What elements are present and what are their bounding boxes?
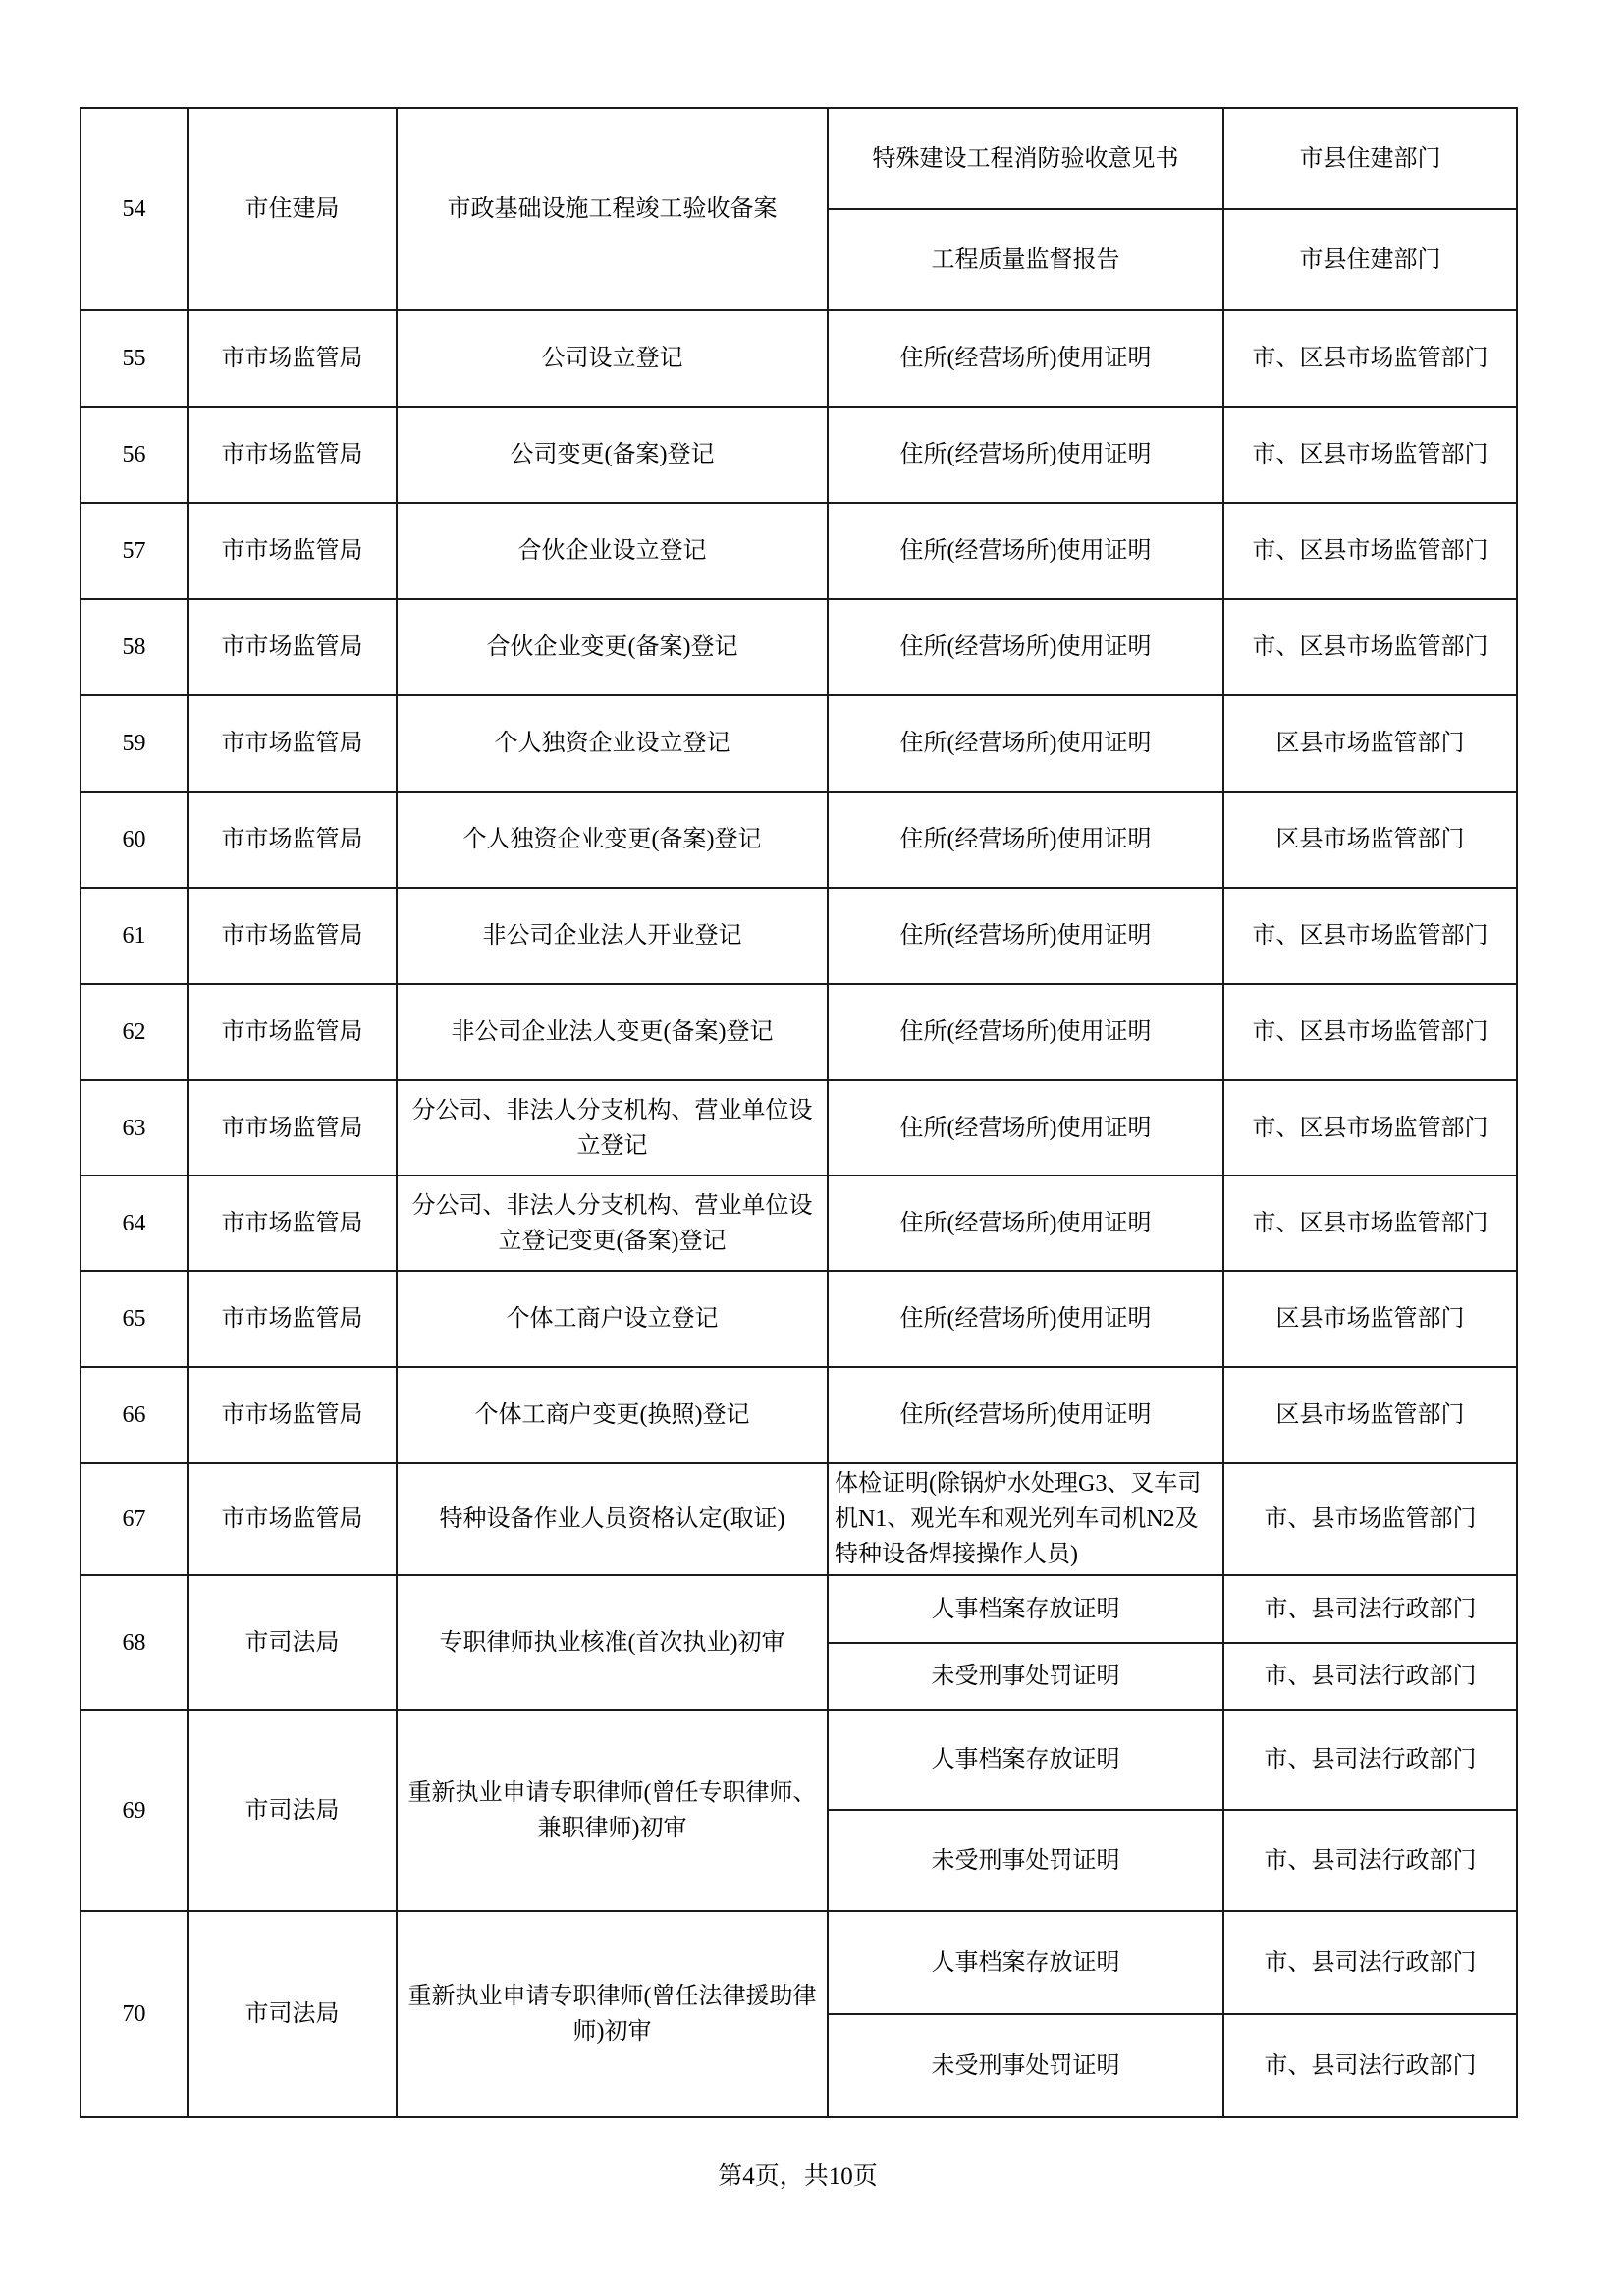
- cell-no: 58: [81, 599, 188, 695]
- cell-issuer: 市县住建部门: [1223, 108, 1517, 209]
- cell-certificate: 住所(经营场所)使用证明: [828, 503, 1223, 599]
- cell-certificate: 住所(经营场所)使用证明: [828, 695, 1223, 792]
- cell-issuer: 市、区县市场监管部门: [1223, 1175, 1517, 1271]
- cell-certificate: 住所(经营场所)使用证明: [828, 599, 1223, 695]
- cell-issuer: 市、区县市场监管部门: [1223, 503, 1517, 599]
- cell-no: 55: [81, 310, 188, 407]
- cell-certificate: 未受刑事处罚证明: [828, 1643, 1223, 1710]
- cell-certificate: 工程质量监督报告: [828, 209, 1223, 310]
- cell-certificate: 住所(经营场所)使用证明: [828, 310, 1223, 407]
- cell-issuer: 市、区县市场监管部门: [1223, 407, 1517, 503]
- cell-dept: 市市场监管局: [188, 1463, 397, 1575]
- cell-dept: 市司法局: [188, 1911, 397, 2117]
- cell-dept: 市市场监管局: [188, 310, 397, 407]
- table-row: [81, 695, 1517, 792]
- table-row: [81, 1175, 1517, 1271]
- cell-no: 60: [81, 792, 188, 888]
- cell-no: 57: [81, 503, 188, 599]
- cell-certificate: 住所(经营场所)使用证明: [828, 407, 1223, 503]
- cell-item: 市政基础设施工程竣工验收备案: [397, 108, 828, 310]
- cell-dept: 市司法局: [188, 1575, 397, 1710]
- cell-dept: 市市场监管局: [188, 599, 397, 695]
- cell-no: 63: [81, 1080, 188, 1175]
- cell-no: 54: [81, 108, 188, 310]
- cell-dept: 市市场监管局: [188, 503, 397, 599]
- cell-dept: 市市场监管局: [188, 984, 397, 1080]
- cell-dept: 市司法局: [188, 1710, 397, 1911]
- cell-item: 分公司、非法人分支机构、营业单位设立登记: [397, 1080, 828, 1175]
- cell-no: 62: [81, 984, 188, 1080]
- cell-item: 非公司企业法人开业登记: [397, 888, 828, 984]
- cell-issuer: 市、县司法行政部门: [1223, 1575, 1517, 1643]
- cell-no: 59: [81, 695, 188, 792]
- table-row: [81, 108, 1517, 209]
- cell-certificate: 未受刑事处罚证明: [828, 1810, 1223, 1911]
- cell-issuer: 市、县司法行政部门: [1223, 1643, 1517, 1710]
- table-row: [81, 1911, 1517, 2014]
- table-row: [81, 310, 1517, 407]
- cell-no: 69: [81, 1710, 188, 1911]
- table-row: [81, 1367, 1517, 1463]
- cell-no: 56: [81, 407, 188, 503]
- cell-issuer: 市、区县市场监管部门: [1223, 310, 1517, 407]
- table-row: [81, 792, 1517, 888]
- page-footer: 第4页，共10页: [718, 2163, 878, 2190]
- cell-issuer: 市、县司法行政部门: [1223, 1911, 1517, 2014]
- cell-dept: 市市场监管局: [188, 888, 397, 984]
- cell-dept: 市住建局: [188, 108, 397, 310]
- cell-item: 公司变更(备案)登记: [397, 407, 828, 503]
- table-row: [81, 599, 1517, 695]
- cell-item: 分公司、非法人分支机构、营业单位设立登记变更(备案)登记: [397, 1175, 828, 1271]
- table-row: [81, 984, 1517, 1080]
- cell-issuer: 市、县司法行政部门: [1223, 1810, 1517, 1911]
- table-row: [81, 1710, 1517, 1810]
- cell-dept: 市市场监管局: [188, 1175, 397, 1271]
- cell-no: 61: [81, 888, 188, 984]
- cell-certificate: 住所(经营场所)使用证明: [828, 1271, 1223, 1367]
- approval-items-table: [80, 107, 1518, 2118]
- cell-item: 非公司企业法人变更(备案)登记: [397, 984, 828, 1080]
- cell-certificate: 住所(经营场所)使用证明: [828, 1080, 1223, 1175]
- table-row: [81, 503, 1517, 599]
- cell-certificate: 住所(经营场所)使用证明: [828, 792, 1223, 888]
- cell-issuer: 市、县司法行政部门: [1223, 2014, 1517, 2117]
- cell-item: 个人独资企业变更(备案)登记: [397, 792, 828, 888]
- cell-item: 合伙企业设立登记: [397, 503, 828, 599]
- cell-dept: 市市场监管局: [188, 792, 397, 888]
- cell-dept: 市市场监管局: [188, 1367, 397, 1463]
- cell-certificate: 未受刑事处罚证明: [828, 2014, 1223, 2117]
- cell-no: 66: [81, 1367, 188, 1463]
- cell-dept: 市市场监管局: [188, 695, 397, 792]
- cell-issuer: 区县市场监管部门: [1223, 1271, 1517, 1367]
- table-row: [81, 1463, 1517, 1575]
- cell-issuer: 区县市场监管部门: [1223, 792, 1517, 888]
- cell-certificate: 住所(经营场所)使用证明: [828, 984, 1223, 1080]
- cell-issuer: 市县住建部门: [1223, 209, 1517, 310]
- cell-dept: 市市场监管局: [188, 1271, 397, 1367]
- cell-dept: 市市场监管局: [188, 407, 397, 503]
- cell-certificate: 体检证明(除锅炉水处理G3、叉车司机N1、观光车和观光列车司机N2及特种设备焊接操作人员): [828, 1463, 1223, 1575]
- cell-no: 70: [81, 1911, 188, 2117]
- cell-certificate: 特殊建设工程消防验收意见书: [828, 108, 1223, 209]
- table-row: [81, 1080, 1517, 1175]
- table-row: [81, 407, 1517, 503]
- cell-certificate: 住所(经营场所)使用证明: [828, 888, 1223, 984]
- cell-issuer: 市、县市场监管部门: [1223, 1463, 1517, 1575]
- table-row: [81, 1271, 1517, 1367]
- cell-no: 68: [81, 1575, 188, 1710]
- cell-certificate: 人事档案存放证明: [828, 1575, 1223, 1643]
- cell-issuer: 区县市场监管部门: [1223, 1367, 1517, 1463]
- cell-item: 专职律师执业核准(首次执业)初审: [397, 1575, 828, 1710]
- cell-certificate: 人事档案存放证明: [828, 1710, 1223, 1810]
- cell-item: 特种设备作业人员资格认定(取证): [397, 1463, 828, 1575]
- cell-item: 重新执业申请专职律师(曾任法律援助律师)初审: [397, 1911, 828, 2117]
- table-row: [81, 1575, 1517, 1643]
- cell-certificate: 住所(经营场所)使用证明: [828, 1367, 1223, 1463]
- cell-item: 个体工商户变更(换照)登记: [397, 1367, 828, 1463]
- cell-issuer: 市、区县市场监管部门: [1223, 888, 1517, 984]
- table-row: [81, 888, 1517, 984]
- cell-item: 重新执业申请专职律师(曾任专职律师、兼职律师)初审: [397, 1710, 828, 1911]
- cell-no: 67: [81, 1463, 188, 1575]
- cell-certificate: 人事档案存放证明: [828, 1911, 1223, 2014]
- cell-item: 公司设立登记: [397, 310, 828, 407]
- cell-issuer: 市、区县市场监管部门: [1223, 984, 1517, 1080]
- cell-no: 65: [81, 1271, 188, 1367]
- cell-item: 合伙企业变更(备案)登记: [397, 599, 828, 695]
- cell-issuer: 区县市场监管部门: [1223, 695, 1517, 792]
- cell-item: 个体工商户设立登记: [397, 1271, 828, 1367]
- cell-item: 个人独资企业设立登记: [397, 695, 828, 792]
- cell-issuer: 市、县司法行政部门: [1223, 1710, 1517, 1810]
- cell-dept: 市市场监管局: [188, 1080, 397, 1175]
- cell-certificate: 住所(经营场所)使用证明: [828, 1175, 1223, 1271]
- cell-issuer: 市、区县市场监管部门: [1223, 1080, 1517, 1175]
- cell-issuer: 市、区县市场监管部门: [1223, 599, 1517, 695]
- cell-no: 64: [81, 1175, 188, 1271]
